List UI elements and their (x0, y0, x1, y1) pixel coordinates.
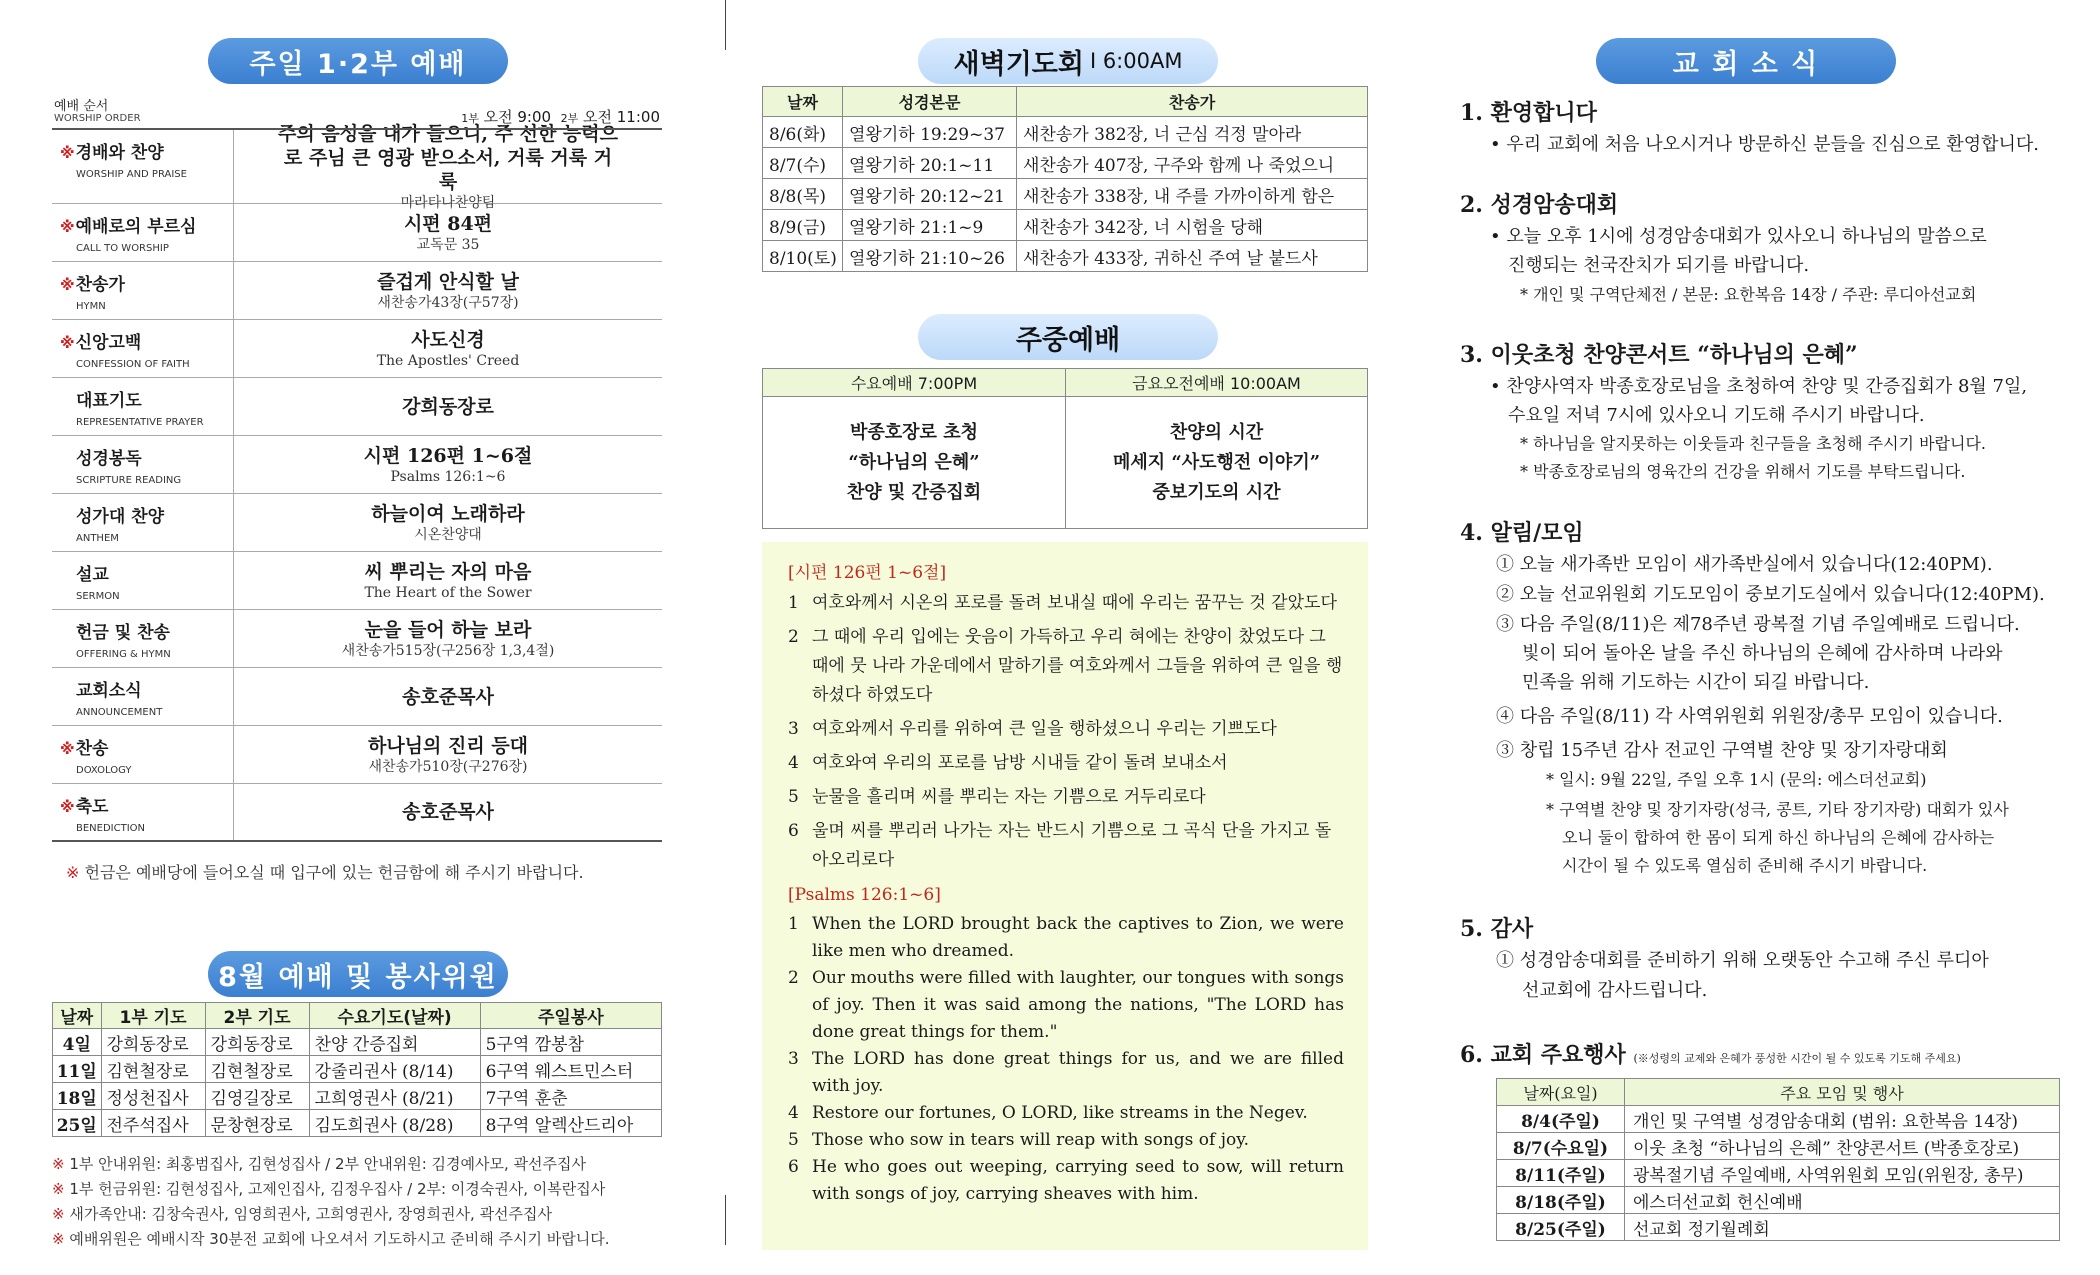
worship-item-en: SCRIPTURE READING (76, 475, 182, 486)
table-row (53, 1056, 662, 1083)
news-line: • 우리 교회에 처음 나오시거나 방문하신 분들을 진심으로 환영합니다. (1490, 134, 2039, 155)
worship-item-en: ANNOUNCEMENT (76, 707, 163, 718)
worship-item-title: 눈을 들어 하늘 보라 (364, 618, 532, 641)
table-cell: 열왕기하 21:1~9 (843, 210, 1017, 241)
wednesday-header: 수요예배 7:00PM (763, 369, 1066, 397)
table-row (1497, 1160, 2060, 1187)
verse-ko (788, 623, 1344, 710)
news-line: 진행되는 천국잔치가 되기를 바랍니다. (1508, 255, 1810, 276)
worship-item-title: 즐겁게 안식할 날 (377, 270, 519, 293)
news-item: ① 오늘 새가족반 모임이 새가족반실에서 있습니다(12:40PM). (1496, 554, 1993, 575)
worship-item-sub: 마라타나찬양팀 (400, 194, 496, 211)
wednesday-service: 박종호장로 초청 “하나님의 은혜” 찬양 및 간증집회 (763, 397, 1066, 529)
verse-en (788, 965, 1344, 1046)
worship-item-ko: 교회소식 (76, 681, 142, 701)
verse-number: 1 (788, 593, 799, 613)
worship-item-label (52, 494, 234, 551)
scripture-ref-ko: [시편 126편 1~6절] (788, 563, 947, 583)
worship-item-ko: 찬송가 (75, 275, 125, 295)
scripture-box (762, 542, 1368, 1250)
verse-number: 4 (788, 1103, 799, 1123)
news-subnote: * 일시: 9월 22일, 주일 오후 1시 (문의: 에스더선교회) (1546, 770, 1927, 789)
table-cell: 김현철장로 (101, 1056, 205, 1083)
verse-number: 2 (788, 968, 799, 988)
table-cell: 11일 (53, 1056, 102, 1083)
verse-number: 6 (788, 1157, 799, 1177)
verse-number: 6 (788, 821, 799, 841)
table-cell: 정성천집사 (101, 1083, 205, 1110)
scripture-ref-en: [Psalms 126:1~6] (788, 885, 941, 905)
required-star-icon: ※ (60, 144, 75, 162)
worship-item-sub: The Heart of the Sower (364, 584, 532, 601)
worship-item-title: 송호준목사 (402, 685, 494, 708)
table-cell: 새찬송가 338장, 내 주를 가까이하게 함은 (1017, 179, 1368, 210)
worship-item-detail (234, 784, 662, 840)
worship-item-detail (234, 122, 662, 211)
midweek-heading: 주중예배 (918, 314, 1218, 360)
worship-item-en: REPRESENTATIVE PRAYER (76, 417, 204, 428)
table-cell: 김영길장로 (205, 1083, 309, 1110)
table-cell: 8/11(주일) (1497, 1160, 1625, 1187)
staff-header: 1부 기도 (101, 1003, 205, 1029)
worship-item-title: 하나님의 진리 등대 (367, 734, 529, 757)
worship-row (52, 784, 662, 842)
friday-header: 금요오전예배 10:00AM (1066, 369, 1368, 397)
news-heading: 교 회 소 식 (1596, 38, 1896, 84)
events-date-header: 날짜(요일) (1497, 1079, 1625, 1106)
table-cell: 찬양 간증집회 (309, 1029, 480, 1056)
table-cell: 8/4(주일) (1497, 1106, 1625, 1133)
verse-text: 눈물을 흘리며 씨를 뿌리는 자는 기쁨으로 거두리로다 (812, 787, 1206, 807)
news-title-thanks: 5. 감사 (1460, 916, 1534, 942)
worship-item-ko: 성가대 찬양 (76, 507, 165, 527)
worship-item-ko: 신앙고백 (75, 333, 142, 353)
worship-item-detail (234, 668, 662, 725)
verse-text: 울며 씨를 뿌리러 나가는 자는 반드시 기쁨으로 그 곡식 단을 가지고 돌아오리로다 (812, 821, 1332, 870)
table-cell: 8/6(화) (763, 117, 843, 148)
verse-number: 2 (788, 627, 799, 647)
table-row (763, 210, 1368, 241)
offering-note: ※ 헌금은 예배당에 들어오실 때 입구에 있는 헌금함에 해 주시기 바랍니다. (66, 863, 584, 882)
dawn-header: 성경본문 (843, 87, 1017, 117)
worship-item-ko: 찬송 (75, 739, 109, 759)
verse-ko (788, 783, 1344, 812)
table-cell: 열왕기하 21:10~26 (843, 241, 1017, 272)
verse-en (788, 911, 1344, 965)
news-subnote: * 구역별 찬양 및 장기자랑(성극, 콩트, 기타 장기자랑) 대회가 있사 (1546, 800, 2009, 819)
worship-item-en: WORSHIP AND PRAISE (76, 169, 187, 180)
verse-number: 3 (788, 719, 799, 739)
verse-ko (788, 589, 1344, 618)
news-title-events: 6. 교회 주요행사 (※성령의 교제와 은혜가 풍성한 시간이 될 수 있도록 기도해 주세요) (1460, 1042, 1961, 1068)
worship-item-label (52, 784, 234, 840)
worship-item-label (52, 668, 234, 725)
dawn-header: 찬송가 (1017, 87, 1368, 117)
verse-ko (788, 817, 1344, 875)
worship-item-ko: 예배로의 부르심 (75, 217, 197, 237)
verse-text: Restore our fortunes, O LORD, like streams in the Negev. (812, 1103, 1308, 1123)
worship-row (52, 378, 662, 436)
table-cell: 8/25(주일) (1497, 1214, 1625, 1241)
worship-item-sub: Psalms 126:1~6 (390, 468, 506, 485)
staff-header: 주일봉사 (480, 1003, 661, 1029)
staff-note (52, 1177, 610, 1202)
staff-note-text: 예배위원은 예배시작 30분전 교회에 나오셔서 기도하시고 준비해 주시기 바랍니다. (69, 1230, 610, 1248)
worship-item-en: ANTHEM (76, 533, 119, 544)
table-cell: 8/9(금) (763, 210, 843, 241)
note-mark-icon: ※ (52, 1180, 70, 1198)
worship-item-en: DOXOLOGY (76, 765, 132, 776)
verse-text: Our mouths were filled with laughter, our tongues with songs of joy. Then it was said among the nations, "The LORD has done great things for them." (812, 968, 1344, 1042)
verse-text: When the LORD brought back the captives to Zion, we were like men who dreamed. (812, 914, 1344, 961)
worship-row (52, 204, 662, 262)
worship-row (52, 320, 662, 378)
table-row (53, 1083, 662, 1110)
worship-item-title: 사도신경 (411, 328, 485, 351)
worship-item-detail (234, 378, 662, 435)
required-star-icon: ※ (60, 276, 75, 294)
verse-number: 3 (788, 1049, 799, 1069)
verse-text: 그 때에 우리 입에는 웃음이 가득하고 우리 혀에는 찬양이 찼었도다 그 때에 뭇 나라 가운데에서 말하기를 여호와께서 그들을 위하여 큰 일을 행하셨다 하였도다 (812, 627, 1343, 705)
news-line: 수요일 저녁 7시에 있사오니 기도해 주시기 바랍니다. (1508, 405, 1925, 426)
news-item: 민족을 위해 기도하는 시간이 되길 바랍니다. (1522, 672, 1870, 693)
worship-item-title: 주의 음성을 내가 들으니, 주 선한 능력으로 주님 큰 영광 받으소서, 거룩 거룩 거룩 (278, 122, 618, 193)
dawn-header: 날짜 (763, 87, 843, 117)
verse-en (788, 1046, 1344, 1100)
table-cell: 8구역 알렉산드리아 (480, 1110, 661, 1137)
verse-text: 여호와께서 시온의 포로를 돌려 보내실 때에 우리는 꿈꾸는 것 같았도다 (812, 593, 1337, 613)
table-row (1497, 1106, 2060, 1133)
friday-service: 찬양의 시간 메세지 “사도행전 이야기” 중보기도의 시간 (1066, 397, 1368, 529)
table-cell: 새찬송가 407장, 구주와 함께 나 죽었으니 (1017, 148, 1368, 179)
news-title-recitation: 2. 성경암송대회 (1460, 192, 1619, 218)
table-row (53, 1110, 662, 1137)
verse-text: 여호와여 우리의 포로를 남방 시내들 같이 돌려 보내소서 (812, 753, 1228, 773)
news-line: • 찬양사역자 박종호장로님을 초청하여 찬양 및 간증집회가 8월 7일, (1490, 376, 2028, 397)
staff-notes (52, 1152, 610, 1252)
staff-note-text: 1부 안내위원: 최홍범집사, 김현성집사 / 2부 안내위원: 김경예사모, 곽선주집사 (69, 1155, 586, 1173)
worship-item-detail (234, 552, 662, 609)
news-title-concert: 3. 이웃초청 찬양콘서트 “하나님의 은혜” (1460, 342, 1858, 368)
verse-text: Those who sow in tears will reap with songs of joy. (812, 1130, 1249, 1150)
required-star-icon: ※ (60, 740, 75, 758)
table-cell: 18일 (53, 1083, 102, 1110)
news-item: ④ 다음 주일(8/11) 각 사역위원회 위원장/총무 모임이 있습니다. (1496, 706, 2003, 727)
worship-item-detail (234, 204, 662, 261)
verse-number: 5 (788, 787, 799, 807)
required-star-icon: ※ (60, 218, 75, 236)
events-table (1496, 1078, 2060, 1241)
staff-note (52, 1202, 610, 1227)
table-row (1497, 1214, 2060, 1241)
staff-header: 2부 기도 (205, 1003, 309, 1029)
staff-note (52, 1152, 610, 1177)
table-row (763, 148, 1368, 179)
table-cell: 6구역 웨스트민스터 (480, 1056, 661, 1083)
table-cell: 25일 (53, 1110, 102, 1137)
worship-row (52, 262, 662, 320)
verse-ko (788, 749, 1344, 778)
worship-item-label (52, 436, 234, 493)
verse-number: 5 (788, 1130, 799, 1150)
worship-row (52, 494, 662, 552)
table-cell: 선교회 정기월례회 (1625, 1214, 2060, 1241)
worship-item-title: 하늘이여 노래하라 (371, 502, 525, 525)
staff-note-text: 1부 헌금위원: 김현성집사, 고제인집사, 김정우집사 / 2부: 이경숙권사, 이복란집사 (69, 1180, 606, 1198)
verse-number: 1 (788, 914, 799, 934)
table-cell: 8/7(수요일) (1497, 1133, 1625, 1160)
table-row (1497, 1133, 2060, 1160)
worship-item-title: 씨 뿌리는 자의 마음 (364, 560, 532, 583)
worship-item-detail (234, 320, 662, 377)
verse-en (788, 1127, 1344, 1154)
news-item: 선교회에 감사드립니다. (1522, 980, 1708, 1001)
worship-item-ko: 설교 (76, 565, 109, 585)
news-subnote: * 박종호장로님의 영육간의 건강을 위해서 기도를 부탁드립니다. (1520, 462, 1966, 481)
table-cell: 광복절기념 주일예배, 사역위원회 모임(위원장, 총무) (1625, 1160, 2060, 1187)
verse-en (788, 1154, 1344, 1208)
news-item: ③ 창립 15주년 감사 전교인 구역별 찬양 및 장기자랑대회 (1496, 740, 1948, 761)
worship-row (52, 726, 662, 784)
table-cell: 5구역 깜봉참 (480, 1029, 661, 1056)
table-row (763, 117, 1368, 148)
news-subnote: 오니 둘이 합하여 한 몸이 되게 하신 하나님의 은혜에 감사하는 (1562, 828, 1995, 847)
news-line: • 오늘 오후 1시에 성경암송대회가 있사오니 하나님의 말씀으로 (1490, 226, 1987, 247)
verse-en (788, 1100, 1344, 1127)
news-subnote: * 하나님을 알지못하는 이웃들과 친구들을 초청해 주시기 바랍니다. (1520, 434, 1987, 453)
worship-order-table (52, 92, 662, 842)
news-title-notices: 4. 알림/모임 (1460, 520, 1584, 546)
verse-ko (788, 715, 1344, 744)
table-cell: 새찬송가 382장, 너 근심 걱정 말아라 (1017, 117, 1368, 148)
table-cell: 새찬송가 433장, 귀하신 주여 날 붙드사 (1017, 241, 1368, 272)
table-cell: 김현철장로 (205, 1056, 309, 1083)
worship-item-sub: 새찬송가510장(구276장) (368, 758, 528, 775)
worship-item-sub: 새찬송가515장(구256장 1,3,4절) (341, 642, 555, 659)
midweek-table (762, 368, 1368, 529)
staff-table (52, 1002, 662, 1137)
worship-item-label (52, 262, 234, 319)
table-cell: 8/18(주일) (1497, 1187, 1625, 1214)
news-item: ③ 다음 주일(8/11)은 제78주년 광복절 기념 주일예배로 드립니다. (1496, 614, 2020, 635)
verse-text: He who goes out weeping, carrying seed to sow, will return with songs of joy, carrying sheaves with him. (812, 1157, 1344, 1204)
staff-header: 날짜 (53, 1003, 102, 1029)
staff-heading: 8월 예배 및 봉사위원 (208, 951, 508, 997)
news-item: ① 성경암송대회를 준비하기 위해 오랫동안 수고해 주신 루디아 (1496, 950, 1989, 971)
worship-item-sub: 새찬송가43장(구57장) (377, 294, 519, 311)
table-row (763, 241, 1368, 272)
worship-item-detail (234, 494, 662, 551)
worship-item-label (52, 204, 234, 261)
worship-row (52, 552, 662, 610)
dawn-prayer-heading: 새벽기도회 I 6:00AM (918, 38, 1218, 84)
worship-order-label: 예배 순서 (54, 99, 109, 114)
table-cell: 7구역 훈춘 (480, 1083, 661, 1110)
worship-item-sub: 교독문 35 (416, 236, 480, 253)
worship-item-en: OFFERING & HYMN (76, 649, 171, 660)
note-mark-icon: ※ (52, 1155, 70, 1173)
note-mark-icon: ※ (52, 1230, 70, 1248)
worship-item-label (52, 552, 234, 609)
service-times: 1부 오전 9:00 2부 오전 11:00 (461, 108, 660, 126)
worship-item-en: BENEDICTION (76, 823, 146, 834)
table-cell: 전주석집사 (101, 1110, 205, 1137)
worship-row (52, 436, 662, 494)
worship-item-label (52, 130, 234, 203)
worship-item-en: SERMON (76, 591, 120, 602)
required-star-icon: ※ (60, 334, 75, 352)
table-row (1497, 1187, 2060, 1214)
column-divider (725, 1195, 726, 1245)
table-cell: 고희영권사 (8/21) (309, 1083, 480, 1110)
worship-item-ko: 대표기도 (76, 391, 142, 411)
table-cell: 4일 (53, 1029, 102, 1056)
worship-heading: 주일 1·2부 예배 (208, 38, 508, 84)
worship-order-label-en: WORSHIP ORDER (54, 113, 141, 124)
worship-item-sub: The Apostles' Creed (376, 352, 520, 369)
worship-order-header (52, 92, 662, 130)
verse-text: 여호와께서 우리를 위하여 큰 일을 행하셨으니 우리는 기쁘도다 (812, 719, 1277, 739)
staff-header: 수요기도(날짜) (309, 1003, 480, 1029)
worship-item-label (52, 726, 234, 783)
worship-item-ko: 경배와 찬양 (75, 143, 164, 163)
table-cell: 열왕기하 20:1~11 (843, 148, 1017, 179)
worship-item-detail (234, 610, 662, 667)
worship-item-label (52, 610, 234, 667)
table-cell: 열왕기하 19:29~37 (843, 117, 1017, 148)
worship-item-label (52, 378, 234, 435)
worship-item-title: 강희동장로 (402, 395, 494, 418)
worship-item-title: 시편 126편 1~6절 (363, 444, 533, 467)
worship-item-ko: 성경봉독 (76, 449, 142, 469)
worship-item-label (52, 320, 234, 377)
table-cell: 개인 및 구역별 성경암송대회 (범위: 요한복음 14장) (1625, 1106, 2060, 1133)
news-title-welcome: 1. 환영합니다 (1460, 100, 1597, 126)
worship-item-sub: 시온찬양대 (414, 526, 482, 543)
worship-item-detail (234, 726, 662, 783)
table-cell: 김도희권사 (8/28) (309, 1110, 480, 1137)
worship-item-ko: 헌금 및 찬송 (76, 623, 170, 643)
table-cell: 문창현장로 (205, 1110, 309, 1137)
note-mark-icon: ※ (52, 1205, 70, 1223)
table-cell: 열왕기하 20:12~21 (843, 179, 1017, 210)
table-cell: 새찬송가 342장, 너 시험을 당해 (1017, 210, 1368, 241)
table-cell: 강희동장로 (101, 1029, 205, 1056)
worship-item-detail (234, 436, 662, 493)
worship-row (52, 122, 662, 211)
events-desc-header: 주요 모임 및 행사 (1625, 1079, 2060, 1106)
table-cell: 8/10(토) (763, 241, 843, 272)
worship-item-en: HYMN (76, 301, 106, 312)
news-subnote: 시간이 될 수 있도록 열심히 준비해 주시기 바랍니다. (1562, 856, 1928, 875)
required-star-icon: ※ (60, 798, 75, 816)
table-cell: 8/8(목) (763, 179, 843, 210)
news-item: ② 오늘 선교위원회 기도모임이 중보기도실에서 있습니다(12:40PM). (1496, 584, 2045, 605)
worship-item-ko: 축도 (75, 797, 109, 817)
table-row (763, 179, 1368, 210)
worship-row (52, 610, 662, 668)
news-subnote: * 개인 및 구역단체전 / 본문: 요한복음 14장 / 주관: 루디아선교회 (1520, 285, 1977, 304)
news-item: 빛이 되어 돌아온 날을 주신 하나님의 은혜에 감사하며 나라와 (1522, 643, 2003, 664)
table-row (53, 1029, 662, 1056)
verse-number: 4 (788, 753, 799, 773)
staff-note (52, 1227, 610, 1252)
worship-item-detail (234, 262, 662, 319)
table-cell: 강희동장로 (205, 1029, 309, 1056)
table-cell: 8/7(수) (763, 148, 843, 179)
verse-text: The LORD has done great things for us, and we are filled with joy. (812, 1049, 1344, 1096)
worship-row (52, 668, 662, 726)
worship-item-en: CALL TO WORSHIP (76, 243, 169, 254)
staff-note-text: 새가족안내: 김창숙권사, 임영희권사, 고희영권사, 장영희권사, 곽선주집사 (69, 1205, 553, 1223)
table-cell: 에스더선교회 헌신예배 (1625, 1187, 2060, 1214)
worship-item-en: CONFESSION OF FAITH (76, 359, 190, 370)
table-cell: 강줄리권사 (8/14) (309, 1056, 480, 1083)
worship-item-title: 송호준목사 (402, 801, 494, 823)
table-cell: 이웃 초청 “하나님의 은혜” 찬양콘서트 (박종호장로) (1625, 1133, 2060, 1160)
dawn-prayer-table (762, 86, 1368, 272)
column-divider (725, 0, 726, 50)
worship-item-title: 시편 84편 (403, 212, 493, 235)
